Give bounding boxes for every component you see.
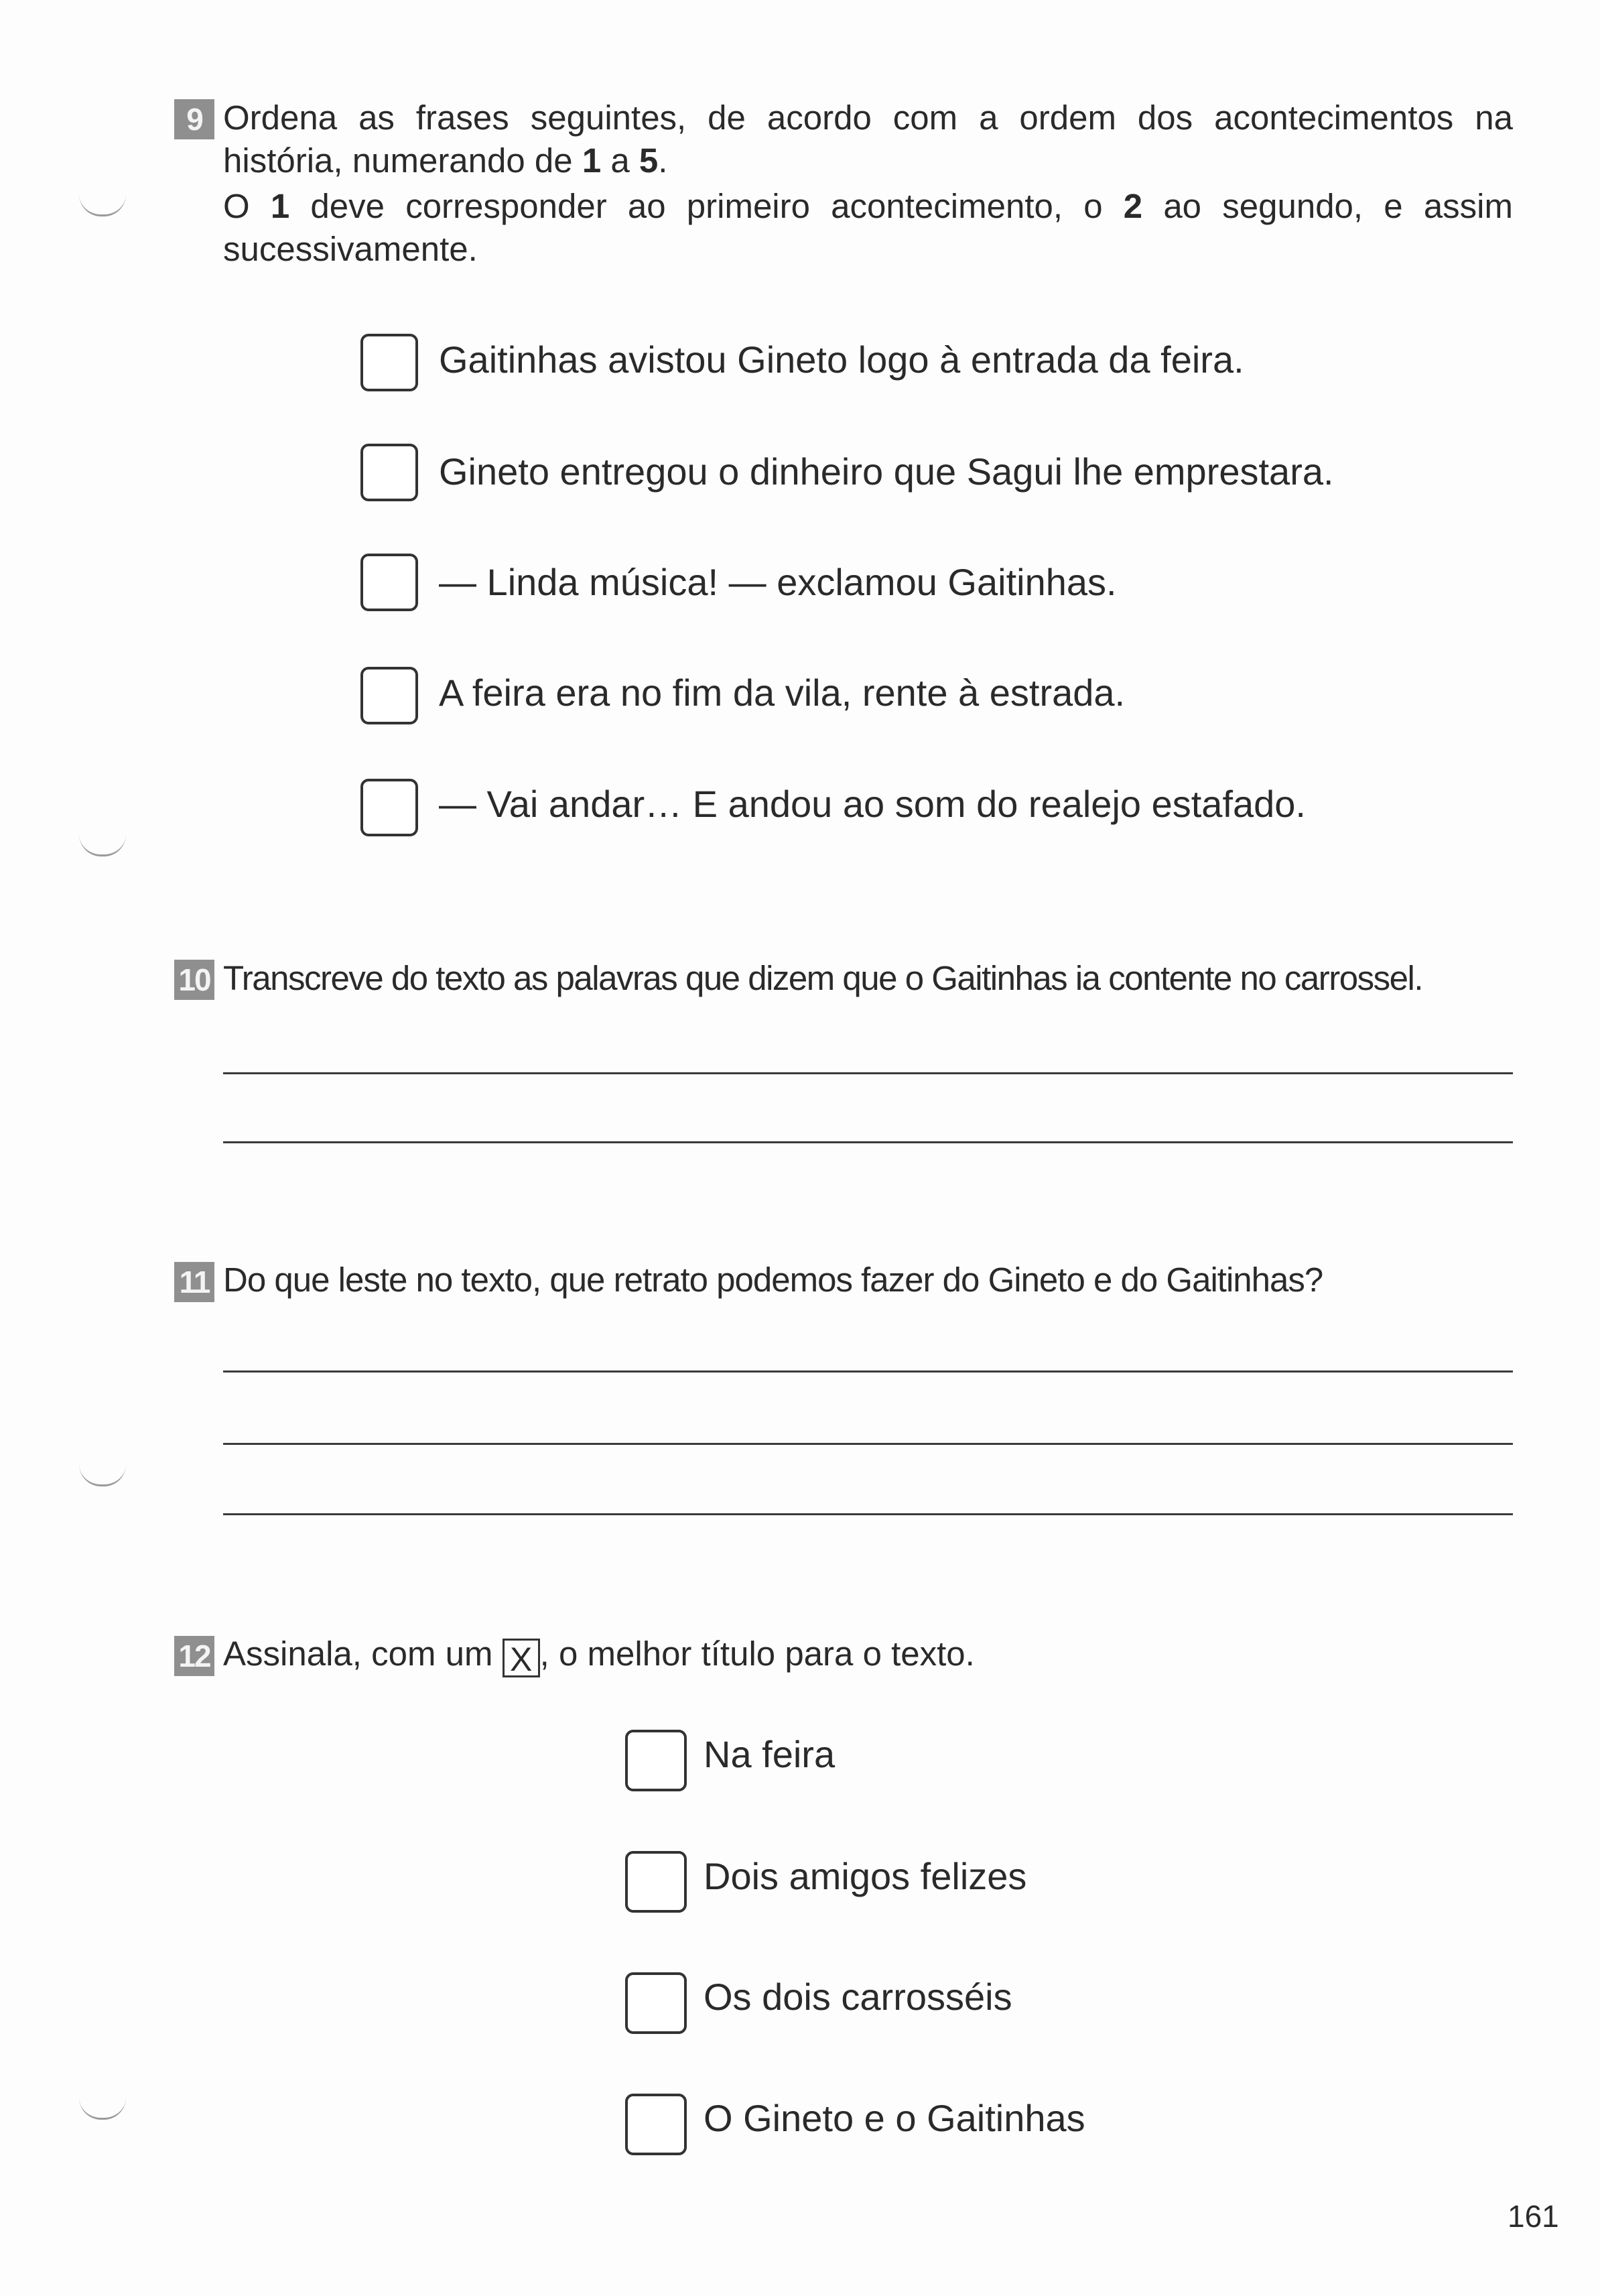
order-option: Gaitinhas avistou Gineto logo à entrada da feira. — [439, 338, 1244, 381]
title-checkbox[interactable] — [625, 1972, 687, 2034]
order-checkbox[interactable] — [360, 444, 418, 501]
x-mark-example: X — [503, 1639, 540, 1677]
question-11-text: Do que leste no texto, que retrato podemos fazer do Gineto e do Gaitinhas? — [223, 1261, 1323, 1299]
question-12-text: Assinala, com um X , o melhor título para o texto. — [223, 1635, 975, 1678]
title-option: Dois amigos felizes — [704, 1855, 1027, 1897]
order-checkbox[interactable] — [360, 334, 418, 391]
page-number: 161 — [1508, 2199, 1559, 2234]
answer-line[interactable] — [223, 1443, 1513, 1445]
order-checkbox[interactable] — [360, 779, 418, 836]
question-10-number: 10 — [174, 960, 214, 1000]
question-12-number: 12 — [174, 1636, 214, 1676]
order-option: — Linda música! — exclamou Gaitinhas. — [439, 561, 1117, 603]
title-checkbox[interactable] — [625, 1730, 687, 1791]
answer-line[interactable] — [223, 1141, 1513, 1143]
question-9-line-3: O 1 deve corresponder ao primeiro acontecimento, o 2 ao segundo, e assim — [223, 187, 1513, 225]
title-option: O Gineto e o Gaitinhas — [704, 2097, 1085, 2139]
title-option: Os dois carrosséis — [704, 1976, 1012, 2018]
title-checkbox[interactable] — [625, 2094, 687, 2155]
order-checkbox[interactable] — [360, 667, 418, 724]
order-option: A feira era no fim da vila, rente à estrada. — [439, 672, 1126, 714]
order-checkbox[interactable] — [360, 554, 418, 611]
binder-mark — [79, 2098, 126, 2120]
question-11-number: 11 — [174, 1262, 214, 1302]
answer-line[interactable] — [223, 1072, 1513, 1074]
question-9-line-2: história, numerando de 1 a 5. — [223, 141, 668, 180]
answer-line[interactable] — [223, 1513, 1513, 1515]
order-option: Gineto entregou o dinheiro que Sagui lhe emprestara. — [439, 450, 1334, 493]
binder-mark — [79, 834, 126, 856]
binder-mark — [79, 194, 126, 216]
question-9-line-1: Ordena as frases seguintes, de acordo com a ordem dos acontecimentos na — [223, 99, 1513, 137]
question-9-number: 9 — [174, 99, 214, 139]
title-checkbox[interactable] — [625, 1851, 687, 1913]
order-option: — Vai andar… E andou ao som do realejo estafado. — [439, 783, 1306, 825]
answer-line[interactable] — [223, 1370, 1513, 1373]
binder-mark — [79, 1464, 126, 1486]
question-10-text: Transcreve do texto as palavras que dizem que o Gaitinhas ia contente no carrossel. — [223, 959, 1422, 997]
question-9-line-4: sucessivamente. — [223, 230, 478, 268]
title-option: Na feira — [704, 1733, 836, 1775]
